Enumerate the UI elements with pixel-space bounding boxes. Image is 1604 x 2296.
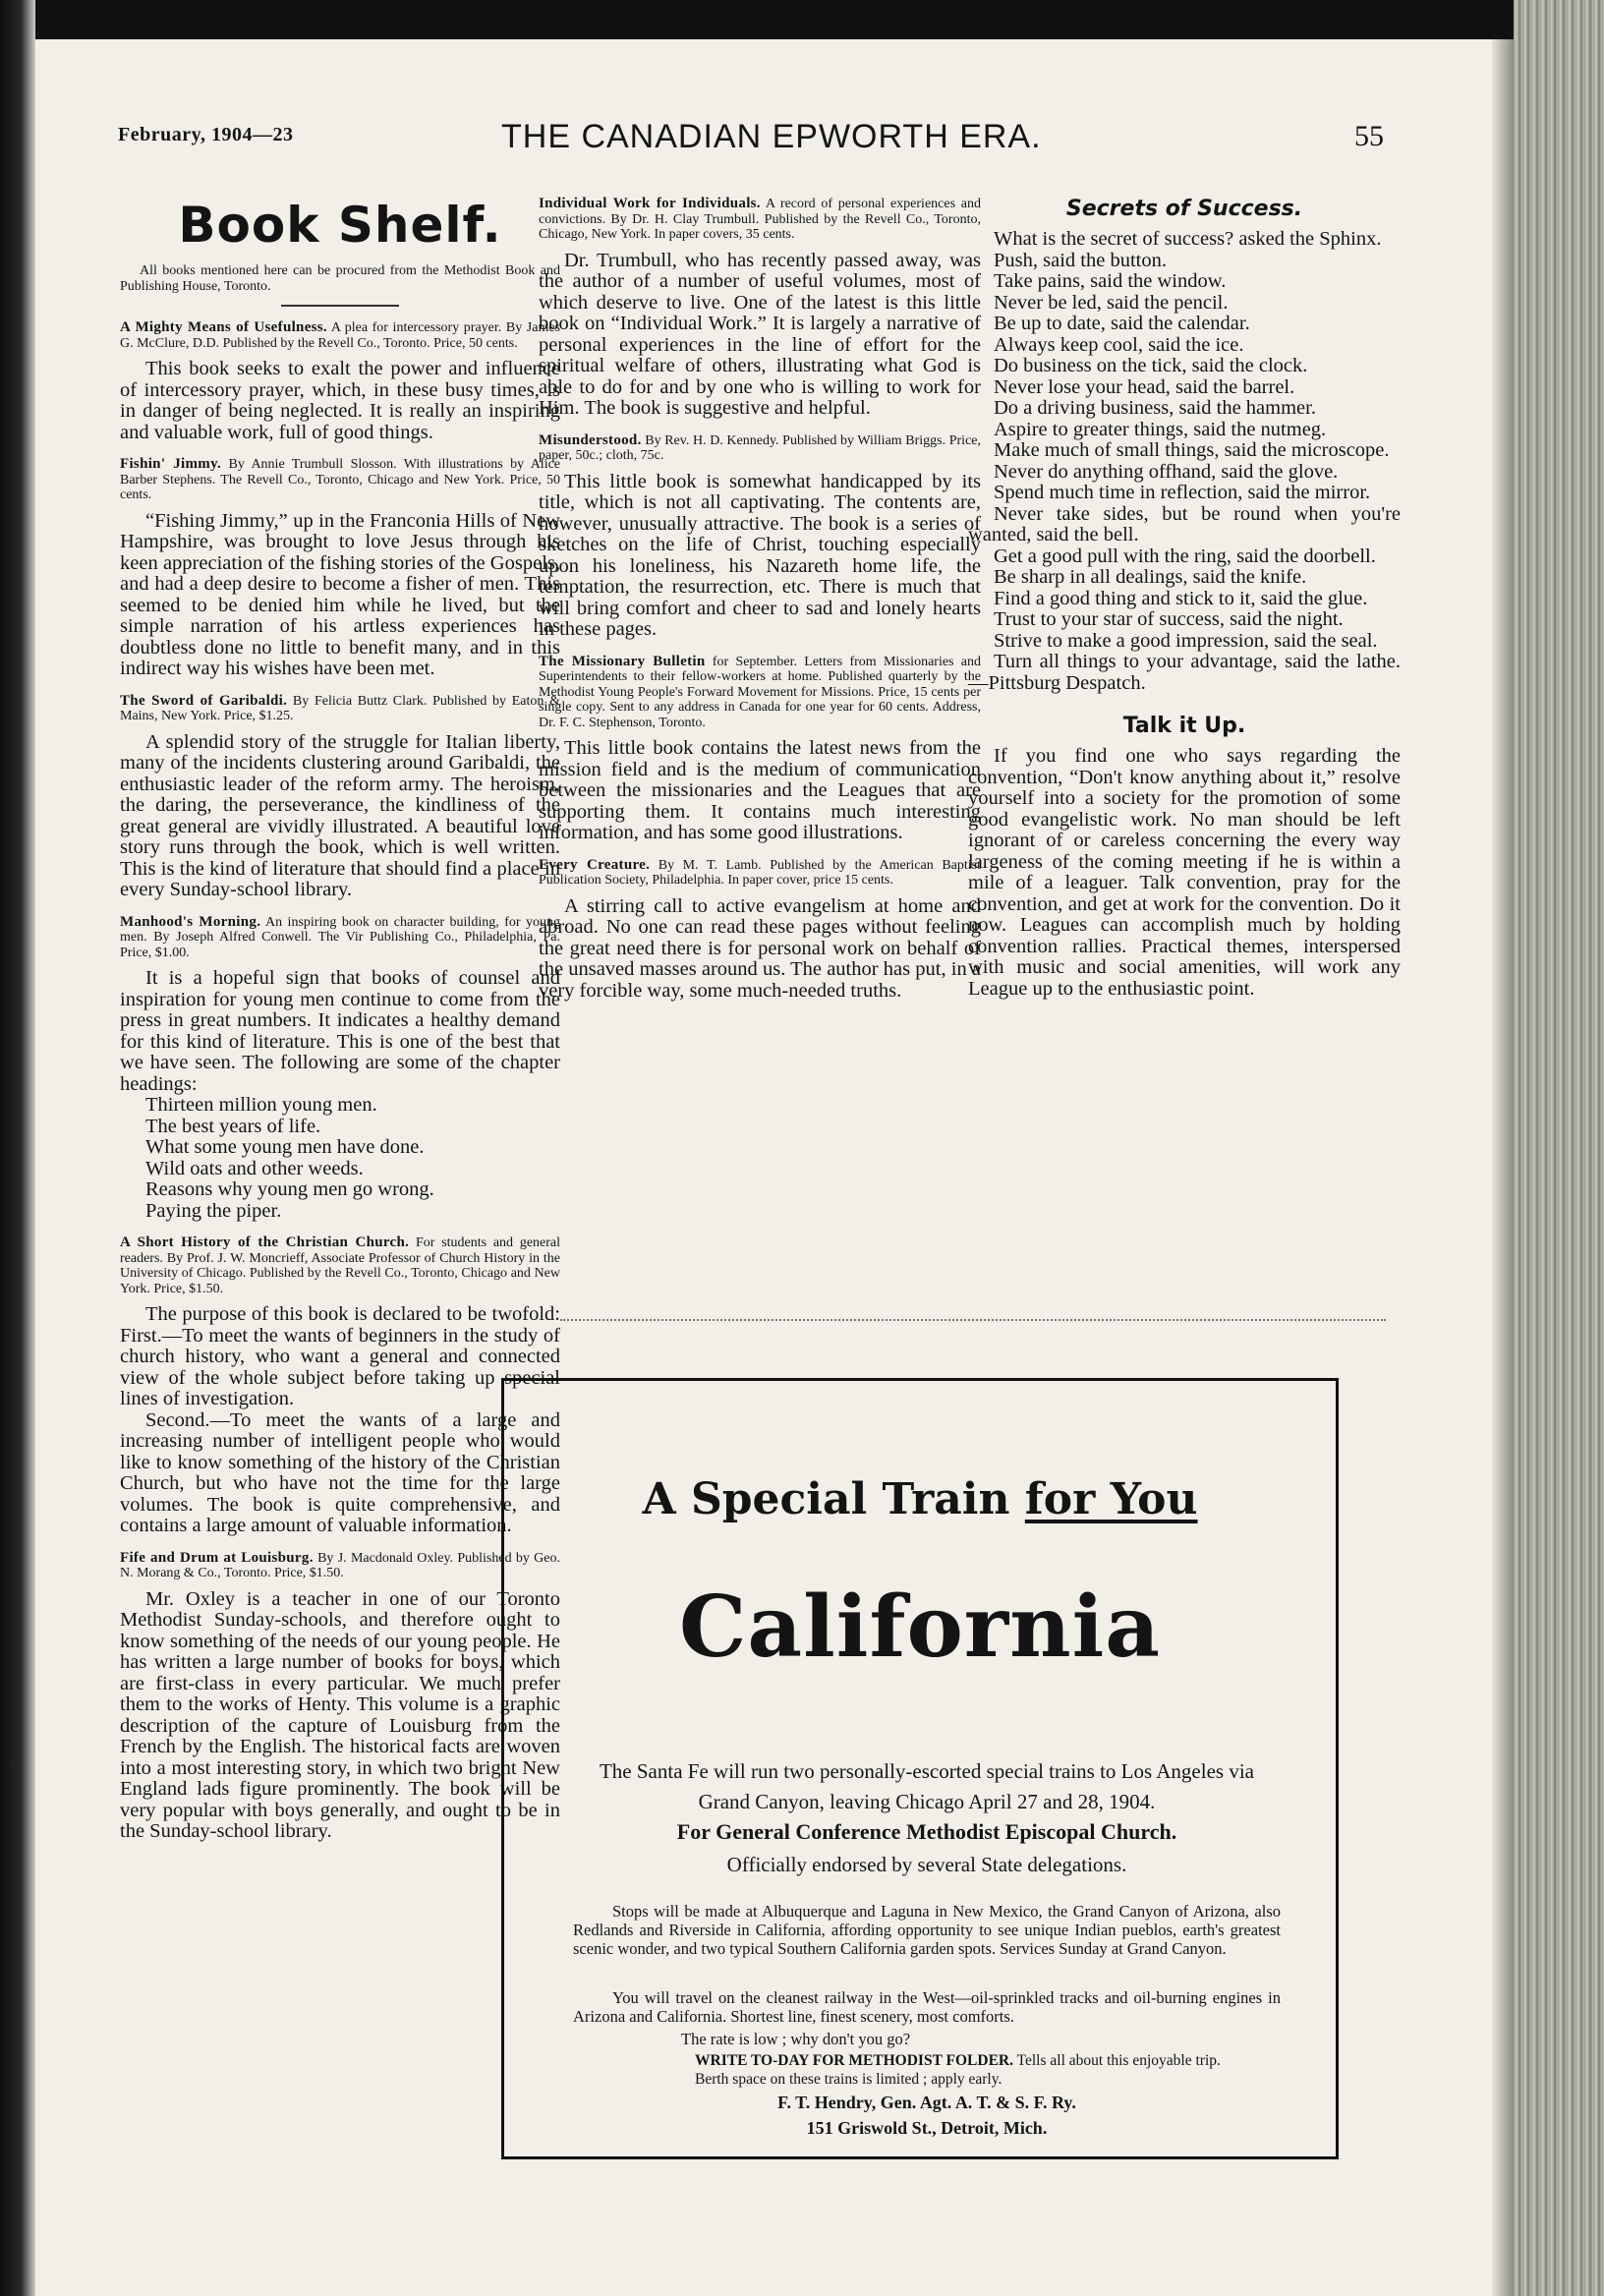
book-entry-heading	[120, 457, 560, 503]
secret-line: Never take sides, but be round when you're wanted, said the bell.	[968, 502, 1401, 545]
secret-line: Do a driving business, said the hammer.	[994, 397, 1316, 419]
ad-conference-line: For General Conference Methodist Episcopal Church.	[676, 1819, 1177, 1844]
divider-rule	[281, 305, 399, 307]
book-gutter	[1492, 39, 1514, 2296]
scan-left-border	[0, 0, 35, 2296]
review-paragraph: Second.—To meet the wants of a large and increasing number of intelligent people who would like to know something of the history of the Christian Church, but who have not the time for the large volumes. The book is quite comprehensive, and contains a large amount of valuable information.	[120, 1408, 560, 1536]
secret-line: Make much of small things, said the microscope.	[994, 439, 1390, 461]
margin-mark: s	[11, 1619, 19, 1638]
book-details: for September. Letters from Missionaries and Superintendents to their fellow-workers at home. Published quarterly by the Methodist Young People's Forward Movement for Missions. Price, 15 cents per single copy. Sent to any address in Canada for one year for 60 cents. Address, Dr. F. C. Stephenson, Toronto.	[539, 654, 982, 730]
secret-line: Find a good thing and stick to it, said the glue.	[994, 587, 1368, 609]
ad-folder-note: Tells all about this enjoyable trip.	[1016, 2052, 1221, 2069]
book-details: An inspiring book on character building, for young men. By Joseph Alfred Conwell. The Vir Publishing Co., Philadelphia, Pa. Price, $1.00.	[120, 914, 561, 960]
margin-mark: s	[11, 1686, 19, 1705]
margin-mark: r	[12, 1719, 18, 1739]
margin-mark: e	[11, 1652, 19, 1672]
margin-mark: g	[10, 1752, 20, 1772]
book-title: Manhood's Morning.	[120, 913, 261, 930]
header-date: February, 1904—23	[118, 124, 294, 145]
scan-top-border	[0, 0, 1604, 39]
review-paragraph: A splendid story of the struggle for Italian liberty, many of the incidents clustering around Garibaldi, the enthusiastic leader of the reform army. The heroism, the daring, the perseverance, the kindliness of the great general are vividly illustrated. A beautiful love story runs through the book, which is well written. This is the kind of literature that should find a place in every Sunday-school library.	[120, 730, 560, 900]
book-title: Misunderstood.	[539, 431, 642, 448]
secret-line: Never lose your head, said the barrel.	[994, 375, 1295, 398]
ad-agent-name: F. T. Hendry, Gen. Agt. A. T. & S. F. Ry.	[777, 2093, 1076, 2112]
chapter-heading: Paying the piper.	[145, 1199, 282, 1222]
chapter-heading: Wild oats and other weeds.	[145, 1157, 364, 1179]
book-shelf-subtitle: All books mentioned here can be procured from the Methodist Book and Publishing House, Toronto.	[120, 263, 560, 294]
secrets-list	[968, 229, 1401, 694]
book-entry-heading	[120, 1551, 560, 1581]
ad-stops-paragraph: Stops will be made at Albuquerque and Laguna in New Mexico, the Grand Canyon of Arizona, also Redlands and Riverside in California, affording opportunity to see unique Indian pueblos, earth's greatest scenic wonder, and two typical Southern California garden spots. Services Sunday at Grand Canyon.	[573, 1902, 1281, 1958]
book-page-edges	[1514, 0, 1604, 2296]
review-paragraph: This little book contains the latest news from the mission field and is the medium of communication between the missionaries and the Leagues that are supporting them. It contains much interesting information, and has some good illustrations.	[539, 737, 981, 843]
column-2	[539, 197, 981, 1002]
book-title: A Short History of the Christian Church.	[120, 1234, 410, 1250]
book-title: The Missionary Bulletin	[539, 653, 706, 669]
ad-railway-paragraph: You will travel on the cleanest railway in the West—oil-sprinkled tracks and oil-burning engines in Arizona and California. Shortest line, finest scenery, most comforts.	[573, 1988, 1281, 2026]
section-title: Talk it Up.	[1122, 714, 1246, 738]
ad-berth-note: Berth space on these trains is limited ; apply early.	[695, 2071, 1002, 2088]
book-title: Individual Work for Individuals.	[539, 196, 761, 211]
ad-rate-line: The rate is low ; why don't you go?	[681, 2030, 911, 2048]
review-paragraph: The purpose of this book is declared to be twofold: First.—To meet the wants of beginners in the study of church history, who want a general and connected view of the whole subject before taking up special lines of investigation.	[120, 1303, 560, 1409]
review-paragraph: This little book is somewhat handicapped by its title, which is not all captivating. The contents are, however, unusually attractive. The book is a series of sketches on the life of Christ, touching especially upon his loneliness, his Nazareth home life, the temptation, the resurrection, etc. There is much that will bring comfort and cheer to sad and lonely hearts in these pages.	[539, 470, 981, 640]
ad-agent-address: 151 Griswold St., Detroit, Mich.	[806, 2118, 1048, 2138]
ad-write-today	[587, 2051, 1294, 2089]
book-details: For students and general readers. By Prof. J. W. Moncrieff, Associate Professor of Church History in the University of Chicago. Published by the Revell Co., Toronto, Chicago and New York. Price, $1.50.	[120, 1235, 561, 1296]
page-number: 55	[1354, 120, 1384, 152]
railway-advertisement	[501, 1378, 1339, 2159]
section-title: Secrets of Success.	[1065, 197, 1303, 221]
book-entry-heading	[539, 197, 981, 243]
chapter-heading: Thirteen million young men.	[145, 1094, 377, 1116]
book-title: Fishin' Jimmy.	[120, 456, 222, 472]
secret-line: Turn all things to your advantage, said the lathe.—Pittsburg Despatch.	[968, 651, 1401, 694]
secret-line: Be up to date, said the calendar.	[994, 313, 1250, 334]
book-details: By J. Macdonald Oxley. Published by Geo. N. Morang & Co., Toronto. Price, $1.50.	[120, 1550, 560, 1580]
ad-folder-call: WRITE TO-DAY FOR METHODIST FOLDER.	[695, 2052, 1013, 2069]
chapter-heading: Reasons why young men go wrong.	[145, 1178, 434, 1200]
ad-headline-part: A Special Train	[642, 1474, 1010, 1524]
margin-marks	[2, 1612, 28, 1779]
book-entry-heading	[539, 433, 981, 464]
book-entry-heading	[120, 915, 560, 961]
book-entry-heading	[120, 1235, 560, 1296]
secret-line: Push, said the button.	[994, 249, 1167, 271]
secret-line: Never be led, said the pencil.	[994, 291, 1229, 314]
book-details: By Rev. H. D. Kennedy. Published by William Briggs. Price, paper, 50c.; cloth, 75c.	[539, 432, 982, 463]
secret-line: What is the secret of success? asked the Sphinx.	[994, 228, 1382, 250]
review-paragraph: “Fishing Jimmy,” up in the Franconia Hills of New Hampshire, was brought to love Jesus through his keen appreciation of the fishing stories of the Gospels, and had a deep desire to become a fisher of men. This seemed to be denied him while he lived, but the simple narration of his artless experiences has doubtless done no little to benefit many, and in this indirect way his wishes have been met.	[120, 509, 560, 679]
review-paragraph: This book seeks to exalt the power and influence of intercessory prayer, which, in these busy times, is in danger of being neglected. It is really an inspiring and valuable work, full of good things.	[120, 358, 560, 443]
book-details: By Annie Trumbull Slosson. With illustrations by Alice Barber Stephens. The Revell Co., Toronto, Chicago and New York. Price, 50 cents.	[120, 457, 561, 502]
book-entry-heading	[120, 320, 560, 351]
review-paragraph: Mr. Oxley is a teacher in one of our Toronto Methodist Sunday-schools, and therefore ought to know something of the needs of our young people. He has written a large number of books for boys, which are first-class in every particular. We much prefer them to the works of Henty. This volume is a graphic description of the capture of Louisburg from the French by the English. The historical facts are woven into a most interesting story, in which two bright New England lads figure prominently. The book will be very popular with boys generally, and ought to be in the Sunday-school library.	[120, 1587, 560, 1842]
book-details: By M. T. Lamb. Published by the American Baptist Publication Society, Philadelphia. In paper cover, price 15 cents.	[539, 857, 981, 888]
column-3	[968, 197, 1401, 1000]
ad-headline	[504, 1474, 1336, 1524]
header-title: THE CANADIAN EPWORTH ERA.	[501, 118, 1042, 155]
book-details: By Felicia Buttz Clark. Published by Eaton & Mains, New York. Price, $1.25.	[120, 693, 560, 723]
newspaper-page	[69, 88, 1401, 2261]
book-title: Fife and Drum at Louisburg.	[120, 1549, 314, 1566]
secret-line: Take pains, said the window.	[994, 270, 1227, 292]
book-title: Every Creature.	[539, 856, 651, 873]
book-entry-heading	[120, 694, 560, 724]
book-entry-heading	[539, 858, 981, 889]
column-1	[120, 197, 560, 1843]
review-paragraph: A stirring call to active evangelism at home and abroad. No one can read these pages without feeling the great need there is for personal work on behalf of the unsaved masses around us. The author has put, in a very forcible way, some much-needed truths.	[539, 894, 981, 1002]
dotted-divider	[560, 1319, 1386, 1321]
chapter-heading: What some young men have done.	[145, 1136, 425, 1158]
book-title: The Sword of Garibaldi.	[120, 692, 288, 709]
secret-line: Never do anything offhand, said the glove.	[994, 460, 1339, 483]
secret-line: Spend much time in reflection, said the mirror.	[994, 482, 1371, 503]
book-details: A record of personal experiences and convictions. By Dr. H. Clay Trumbull. Published by the Revell Co., Toronto, Chicago, New York. In paper covers, 35 cents.	[539, 197, 981, 242]
ad-headline-underlined: for You	[1024, 1474, 1198, 1524]
secret-line: Aspire to greater things, said the nutmeg.	[994, 418, 1327, 440]
chapter-heading: The best years of life.	[145, 1115, 321, 1137]
ad-destination: California	[678, 1578, 1162, 1677]
secret-line: Get a good pull with the ring, said the doorbell.	[994, 545, 1376, 567]
book-entry-heading	[539, 655, 981, 731]
ad-announcement: The Santa Fe will run two personally-escorted special trains to Los Angeles via Grand Canyon, leaving Chicago April 27 and 28, 1904.	[599, 1759, 1254, 1813]
ad-endorsement-line: Officially endorsed by several State delegations.	[726, 1853, 1127, 1876]
page-header	[118, 118, 1396, 177]
book-details: A plea for intercessory prayer. By James G. McClure, D.D. Published by the Revell Co., Toronto. Price, 50 cents.	[120, 320, 561, 351]
secret-line: Always keep cool, said the ice.	[994, 333, 1244, 356]
secret-line: Be sharp in all dealings, said the knife.	[994, 566, 1307, 588]
book-shelf-title: Book Shelf.	[178, 197, 502, 254]
book-title: A Mighty Means of Usefulness.	[120, 319, 327, 335]
article-paragraph: If you find one who says regarding the convention, “Don't know anything about it,” resolve yourself into a society for the promotion of some good evangelistic work. No man should be left ignorant of or careless concerning the every way largeness of the coming meeting if he is within a mile of a leaguer. Talk convention, pray for the convention, and get at work for the convention. Do it now. Leagues can accomplish much by holding convention rallies. Practical themes, interspersed with music and social amenities, will work any League up to the enthusiastic point.	[968, 745, 1401, 1000]
secret-line: Strive to make a good impression, said the seal.	[994, 629, 1378, 652]
review-paragraph: It is a hopeful sign that books of counsel and inspiration for young men continue to come from the press in great numbers. It indicates a healthy demand for this kind of literature. This is one of the best that we have seen. The following are some of the chapter headings:	[120, 967, 560, 1095]
review-paragraph: Dr. Trumbull, who has recently passed away, was the author of a number of useful volumes, most of which deserve to live. One of the latest is this little book on “Individual Work.” It is largely a narrative of personal experiences in the line of effort for the spiritual welfare of others, illustrating what God is able to do for and by one who is willing to work for Him. The book is suggestive and helpful.	[539, 249, 981, 419]
secret-line: Do business on the tick, said the clock.	[994, 355, 1308, 376]
secret-line: Trust to your star of success, said the night.	[994, 608, 1344, 630]
